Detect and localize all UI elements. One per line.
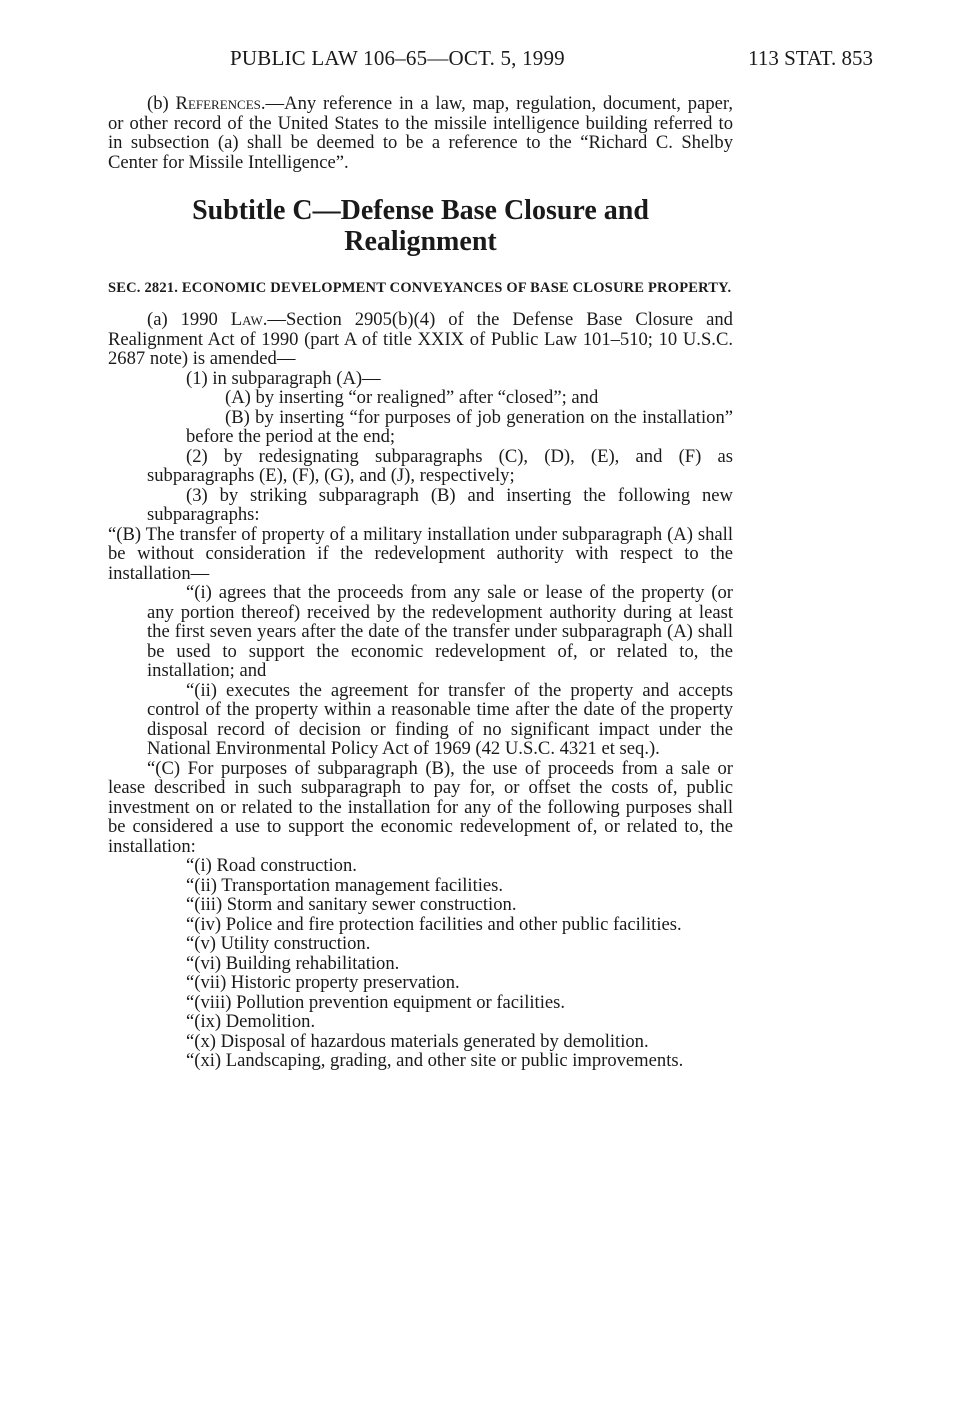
amendment-item: (2) by redesignating subparagraphs (C), (D), (E), and (F) as subparagraphs (E), (F), (G), and (J), respectively; [147, 445, 733, 486]
purpose-item: “(xi) Landscaping, grading, and other site or public improvements. [186, 1050, 684, 1071]
purpose-item: “(vii) Historic property preservation. [186, 972, 460, 993]
purpose-item: “(x) Disposal of hazardous materials generated by demolition. [186, 1030, 649, 1052]
subparagraph-b-clause-i: “(i) agrees that the proceeds from any sale or lease of the property (or any portion thereof) received by the redevelopment authority during at least the first seven years after the date of the transfer under subparagraph (A) shall be used to support the economic redevelopment of, or related to, the installation; and [147, 582, 733, 681]
subparagraph-b-clause-ii: “(ii) executes the agreement for transfer of the property and accepts control of the property within a reasonable time after the date of the property disposal record of decision or finding of no significant impact under the National Environmental Policy Act of 1969 (42 U.S.C. 4321 et seq.). [147, 679, 733, 759]
running-header [108, 46, 873, 74]
purpose-item: “(vi) Building rehabilitation. [186, 952, 400, 974]
purpose-item: “(ii) Transportation management facilities. [186, 874, 504, 896]
amendment-item: (A) by inserting “or realigned” after “closed”; and [225, 387, 599, 408]
purpose-item: “(iii) Storm and sanitary sewer construction. [186, 894, 517, 915]
references-paragraph: (b) References.—Any reference in a law, map, regulation, document, paper, or other record of the United States to the missile intelligence building referred to in subsection (a) shall be deemed to be a reference to the “Richard C. Shelby Center for Missile Intelligence”. [108, 93, 733, 173]
page-body [108, 94, 733, 1071]
subtitle-heading: Subtitle C—Defense Base Closure and Realignment [192, 195, 649, 257]
law-1990-paragraph: (a) 1990 Law.—Section 2905(b)(4) of the Defense Base Closure and Realignment Act of 1990 (part A of title XXIX of Public Law 101–510; 10 U.S.C. 2687 note) is amended— [108, 309, 733, 369]
references-heading: References [175, 93, 261, 114]
purpose-item: “(ix) Demolition. [186, 1011, 316, 1032]
public-law-citation: PUBLIC LAW 106–65—OCT. 5, 1999 [230, 46, 565, 70]
purpose-item: “(i) Road construction. [186, 855, 357, 876]
amendment-item: (1) in subparagraph (A)— [186, 367, 381, 389]
section-heading: SEC. 2821. ECONOMIC DEVELOPMENT CONVEYANCES OF BASE CLOSURE PROPERTY. [108, 280, 732, 296]
subparagraph-b-intro: “(B) The transfer of property of a military installation under subparagraph (A) shall be without consideration if the redevelopment authority with respect to the installation— [108, 523, 733, 584]
statute-page-number: 113 STAT. 853 [748, 46, 873, 70]
amendment-item: (3) by striking subparagraph (B) and inserting the following new subparagraphs: [147, 484, 733, 525]
purpose-item: “(viii) Pollution prevention equipment or facilities. [186, 991, 566, 1013]
amendment-item: (B) by inserting “for purposes of job generation on the installation” before the period at the end; [186, 406, 733, 447]
law-heading: Law [230, 309, 263, 330]
purpose-item: “(v) Utility construction. [186, 933, 371, 954]
purpose-item: “(iv) Police and fire protection facilities and other public facilities. [186, 913, 682, 935]
subparagraph-c-intro: “(C) For purposes of subparagraph (B), the use of proceeds from a sale or lease described in such subparagraph to pay for, or offset the costs of, public investment on or related to the installation for any of the following purposes shall be considered a use to support the economic redevelopment of, or related to, the installation: [108, 757, 733, 857]
